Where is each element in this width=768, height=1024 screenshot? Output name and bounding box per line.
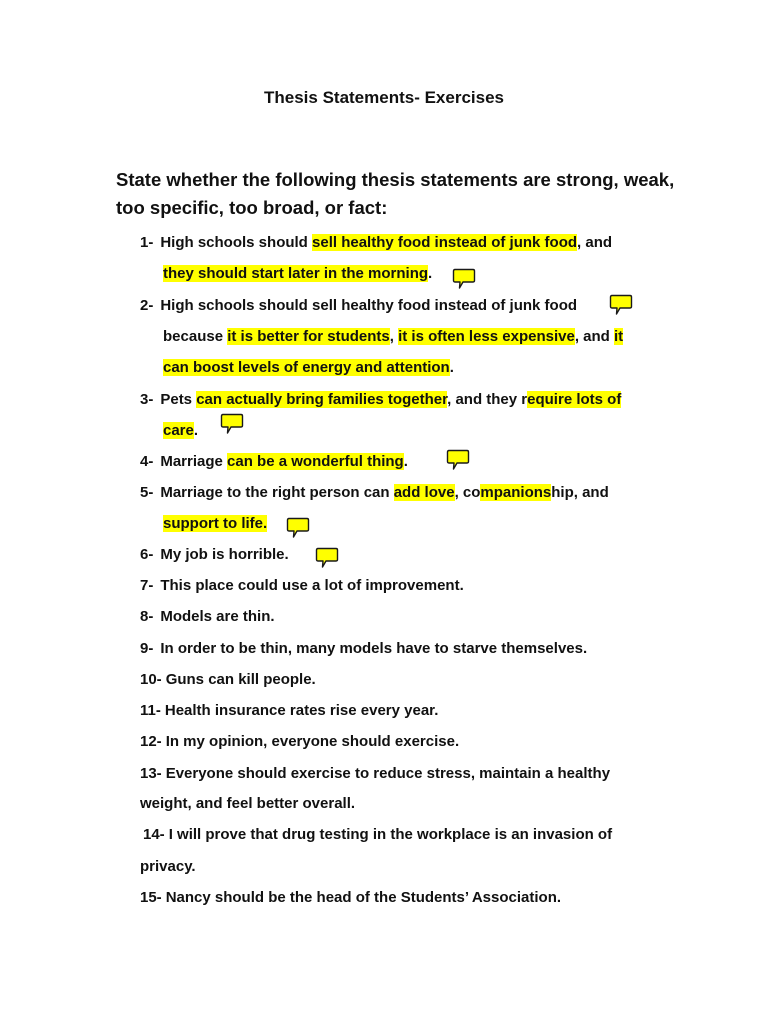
item-number: 4- — [140, 453, 154, 470]
item-text: hip, and — [551, 484, 609, 501]
item-number: 6- — [140, 546, 154, 563]
item-text: , — [389, 328, 399, 345]
item-number: 12- — [140, 733, 162, 750]
item-text: privacy. — [140, 858, 196, 875]
exercise-item-line — [163, 358, 454, 378]
exercise-item-line — [140, 732, 459, 752]
exercise-item-line — [140, 888, 561, 908]
exercise-item-line — [140, 390, 621, 410]
item-text: Pets — [160, 391, 197, 408]
item-text: Marriage — [160, 453, 228, 470]
item-number: 10- — [140, 671, 162, 688]
exercise-item-line — [163, 421, 198, 441]
item-text: . — [403, 453, 408, 470]
highlighted-text: they should start later in the morning — [163, 265, 429, 282]
highlighted-text: support to life. — [163, 515, 268, 532]
item-number: 11- — [140, 702, 161, 719]
exercise-item-line — [140, 545, 289, 565]
item-text: Models are thin. — [160, 608, 275, 625]
exercise-item-line — [140, 483, 609, 503]
item-number: 9- — [140, 640, 154, 657]
highlighted-text: care — [163, 422, 194, 439]
instruction-text: State whether the following thesis statements are strong, weak, too specific, too broad, or fact: — [116, 169, 675, 218]
exercise-item-line — [140, 857, 196, 877]
item-number: 13- — [140, 765, 162, 782]
highlighted-text: it is better for students — [227, 328, 390, 345]
highlighted-text: can boost levels of energy and attention — [163, 359, 450, 376]
item-text: Marriage to the right person can — [160, 484, 394, 501]
comment-icon[interactable] — [286, 517, 310, 539]
item-text: High schools should sell healthy food instead of junk food — [160, 297, 578, 314]
item-text: . — [193, 422, 199, 439]
item-text: I will prove that drug testing in the workplace is an invasion of — [168, 826, 613, 843]
exercise-item-line — [163, 264, 432, 284]
exercise-item-line — [140, 670, 316, 690]
item-number: 15- — [140, 889, 162, 906]
exercise-item-line — [163, 327, 623, 347]
item-text: , and — [574, 328, 615, 345]
item-text: My job is horrible. — [160, 546, 289, 563]
exercise-item-line — [140, 639, 587, 659]
comment-icon[interactable] — [220, 413, 244, 435]
item-text: Everyone should exercise to reduce stress, maintain a healthy — [165, 765, 611, 782]
item-text: weight, and feel better overall. — [140, 795, 356, 812]
item-text: , co — [454, 484, 481, 501]
highlighted-text: mpanions — [480, 484, 552, 501]
exercise-item-line — [140, 296, 577, 316]
highlighted-text: it is often less expensive — [398, 328, 575, 345]
highlighted-text: can actually bring families together — [196, 391, 448, 408]
highlighted-text: it — [614, 328, 624, 345]
exercise-item-line — [140, 452, 408, 472]
item-text: . — [428, 265, 433, 282]
highlighted-text: can be a wonderful thing — [227, 453, 404, 470]
item-text: , and — [577, 234, 613, 251]
exercise-item-line — [143, 825, 612, 845]
exercise-item-line — [140, 794, 355, 814]
item-number: 8- — [140, 608, 154, 625]
comment-icon[interactable] — [609, 294, 633, 316]
item-number: 3- — [140, 391, 154, 408]
highlighted-text: equire lots of — [527, 391, 622, 408]
highlighted-text: add love — [393, 484, 455, 501]
highlighted-text: sell healthy food instead of junk food — [312, 234, 578, 251]
item-text: In order to be thin, many models have to starve themselves. — [160, 640, 588, 657]
item-number: 7- — [140, 577, 154, 594]
exercise-item-line — [140, 576, 464, 596]
item-number: 14- — [143, 826, 165, 843]
item-number: 5- — [140, 484, 154, 501]
page-title: Thesis Statements- Exercises — [263, 88, 504, 107]
item-text: Nancy should be the head of the Students’ Association. — [165, 889, 562, 906]
exercise-item-line — [140, 607, 275, 627]
comment-icon[interactable] — [446, 449, 470, 471]
item-text: . — [449, 359, 454, 376]
item-text: Guns can kill people. — [165, 671, 316, 688]
exercise-item-line — [140, 701, 438, 721]
exercise-item-line — [140, 764, 610, 784]
exercise-item-line — [140, 233, 612, 253]
comment-icon[interactable] — [452, 268, 476, 290]
comment-icon[interactable] — [315, 547, 339, 569]
item-text: This place could use a lot of improvement. — [160, 577, 464, 594]
item-number: 1- — [140, 234, 154, 251]
item-text: , and they r — [447, 391, 528, 408]
item-text: Health insurance rates rise every year. — [164, 702, 439, 719]
item-text: because — [163, 328, 228, 345]
item-text: High schools should — [160, 234, 313, 251]
item-number: 2- — [140, 297, 154, 314]
item-text: In my opinion, everyone should exercise. — [165, 733, 460, 750]
exercise-item-line — [163, 514, 267, 534]
